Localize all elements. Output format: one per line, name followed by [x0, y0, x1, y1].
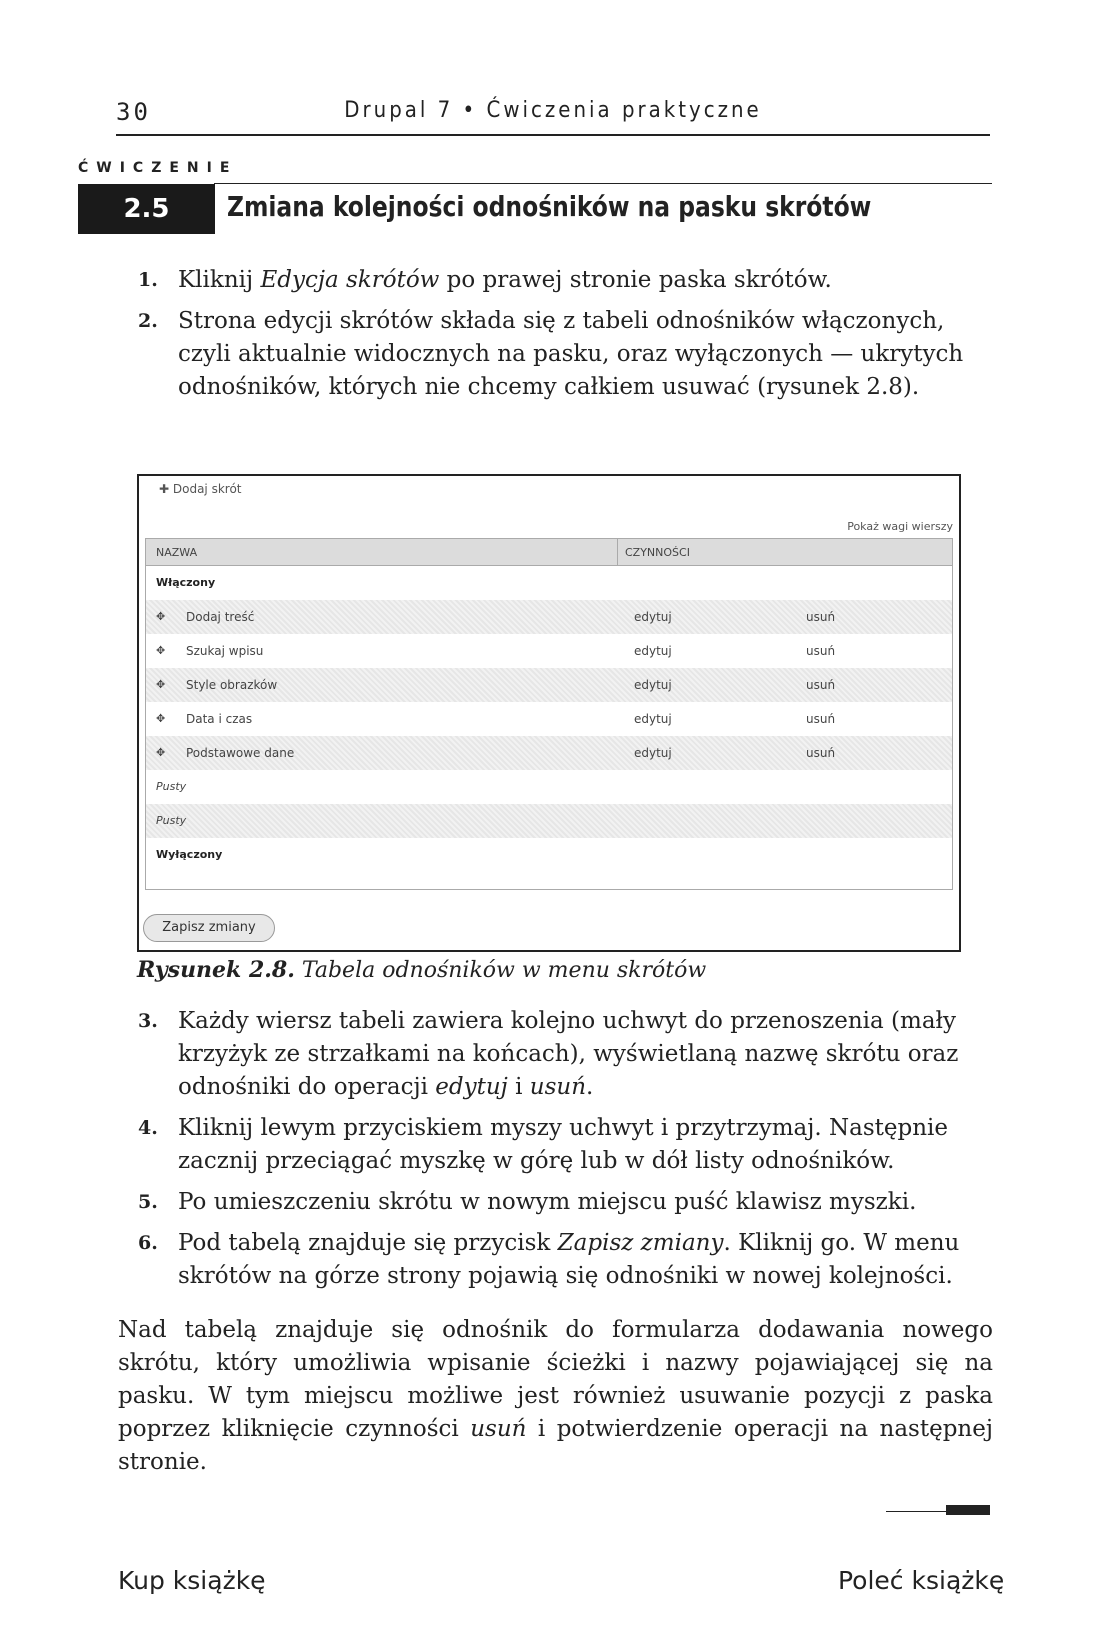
delete-link[interactable]: usuń [806, 644, 836, 658]
steps-list-1 [138, 264, 993, 412]
edit-link[interactable]: edytuj [634, 610, 672, 624]
end-mark-bar [946, 1505, 990, 1515]
list-item: 5. Po umieszczeniu skrótu w nowym miejscu puść klawisz myszki. [138, 1189, 917, 1215]
delete-link[interactable]: usuń [806, 678, 836, 692]
save-changes-button[interactable]: Zapisz zmiany [143, 914, 275, 942]
drag-handle-icon[interactable]: ✥ [156, 746, 166, 759]
shortcuts-table [145, 538, 953, 890]
drag-handle-icon[interactable]: ✥ [156, 610, 166, 623]
delete-link[interactable]: usuń [806, 712, 836, 726]
edit-link[interactable]: edytuj [634, 746, 672, 760]
empty-row: Pusty [156, 780, 187, 793]
table-row: ✥ Data i czas edytuj usuń [156, 712, 836, 726]
running-title: Drupal 7 • Ćwiczenia praktyczne [344, 98, 762, 123]
show-weights-link[interactable]: Pokaż wagi wierszy [847, 520, 953, 533]
recommend-book-link[interactable]: Poleć książkę [838, 1566, 1005, 1595]
delete-link[interactable]: usuń [806, 610, 836, 624]
empty-row: Pusty [146, 804, 952, 838]
page-number: 30 [116, 98, 151, 126]
list-item: 6. Pod tabelą znajduje się przycisk Zapisz zmiany. Kliknij go. W menu skrótów na górze strony pojawią się odnośniki w nowej kolejności. [138, 1230, 960, 1289]
table-row: ✥ Szukaj wpisu edytuj usuń [156, 644, 836, 658]
drag-handle-icon[interactable]: ✥ [156, 678, 166, 691]
list-item: 4. Kliknij lewym przyciskiem myszy uchwyt i przytrzymaj. Następnie zacznij przeciągać myszkę w górę lub w dół listy odnośników. [138, 1115, 948, 1174]
drag-handle-icon[interactable]: ✥ [156, 644, 166, 657]
table-header [146, 539, 952, 566]
exercise-label: ĆWICZENIE [78, 160, 238, 176]
table-row: ✥ Style obrazków edytuj usuń [146, 668, 952, 702]
figure-screenshot [137, 474, 961, 952]
col-name: NAZWA [156, 546, 198, 559]
exercise-number: 2.5 [78, 184, 215, 234]
group-row: Wyłączony [156, 848, 223, 861]
page-header [116, 98, 990, 136]
col-actions: CZYNNOŚCI [625, 546, 690, 559]
figure-caption: Rysunek 2.8. Tabela odnośników w menu skrótów [137, 957, 707, 983]
drag-handle-icon[interactable]: ✥ [156, 712, 166, 725]
add-shortcut-link[interactable]: ✚ Dodaj skrót [159, 482, 242, 496]
list-item: 1. Kliknij Edycja skrótów po prawej stronie paska skrótów. [138, 267, 832, 293]
list-item: 3. Każdy wiersz tabeli zawiera kolejno uchwyt do przenoszenia (mały krzyżyk ze strzałkami na końcach), wyświetlaną nazwę skrótu oraz odnośniki do operacji edytuj i usuń. [138, 1008, 959, 1100]
group-row: Włączony [156, 576, 216, 589]
list-item: 2. Strona edycji skrótów składa się z tabeli odnośników włączonych, czyli aktualnie widocznych na pasku, oraz wyłączonych — ukrytych odnośników, których nie chcemy całkiem usuwać (rysunek 2.8). [138, 308, 964, 400]
buy-book-link[interactable]: Kup książkę [118, 1566, 266, 1595]
exercise-title: Zmiana kolejności odnośników na pasku skrótów [227, 190, 872, 223]
edit-link[interactable]: edytuj [634, 678, 672, 692]
steps-list-2 [138, 1005, 993, 1301]
exercise-rule [214, 183, 992, 184]
edit-link[interactable]: edytuj [634, 644, 672, 658]
table-row: ✥ Podstawowe dane edytuj usuń [146, 736, 952, 770]
edit-link[interactable]: edytuj [634, 712, 672, 726]
body-paragraph: Nad tabelą znajduje się odnośnik do formularza dodawania nowego skrótu, który umożliwia wpisanie ścieżki i nazwy pojawiającej się na pasku. W tym miejscu możliwe jest również usuwanie pozycji z paska poprzez kliknięcie czynności usuń i potwierdzenie operacji na następnej stronie. [118, 1317, 993, 1475]
delete-link[interactable]: usuń [806, 746, 836, 760]
table-row: ✥ Dodaj treść edytuj usuń [146, 600, 952, 634]
